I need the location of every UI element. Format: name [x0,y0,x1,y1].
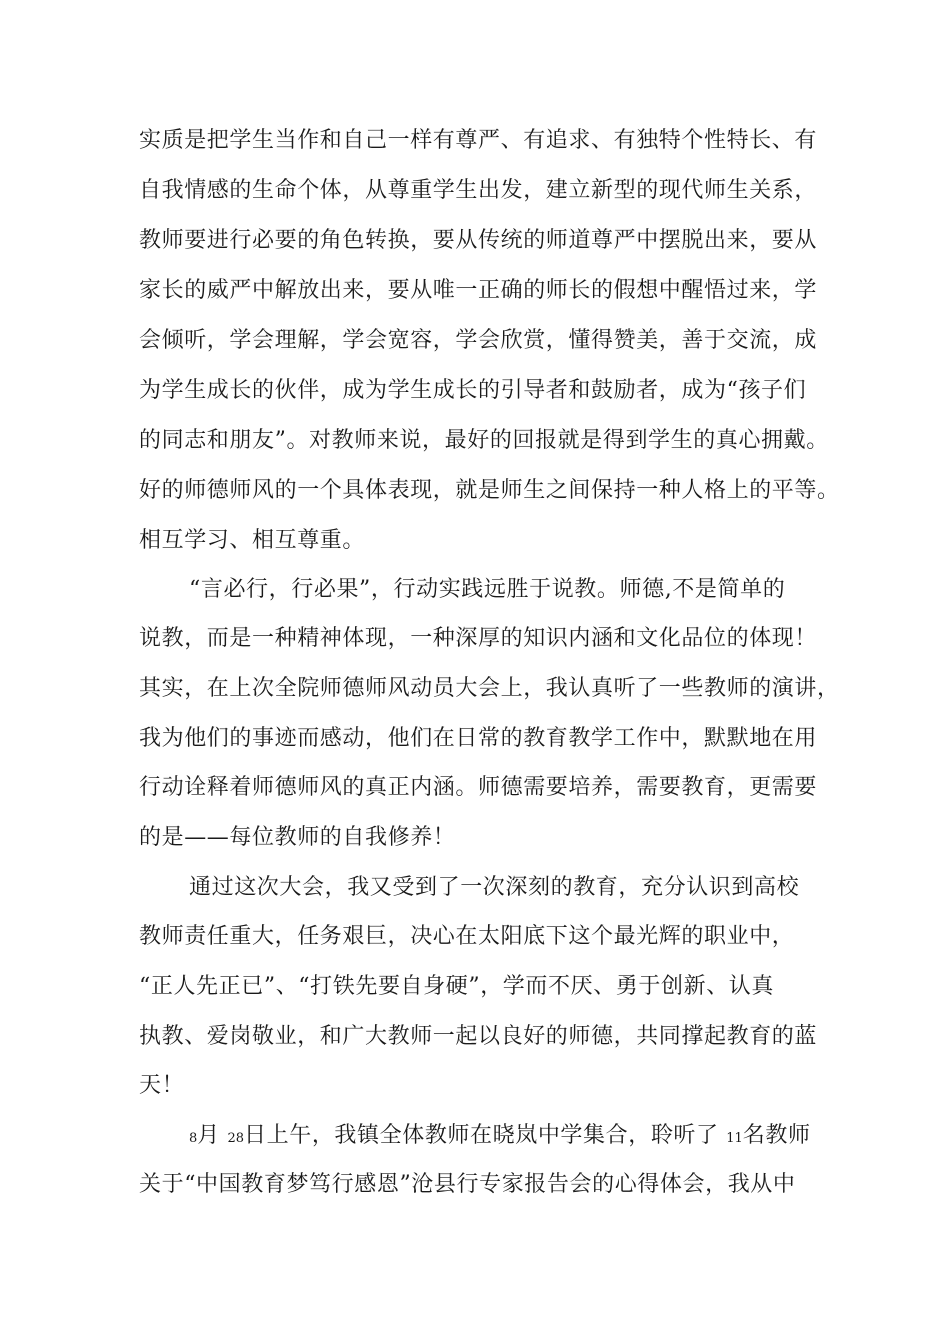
paragraph-line: 教师责任重大，任务艰巨，决心在太阳底下这个最光辉的职业中， [139,924,795,949]
teacher-count: 11 [726,1131,743,1146]
date-line-text: 日上午，我镇全体教师在晓岚中学集合，聆听了 [244,1123,719,1148]
paragraph-line: 其实，在上次全院师德师风动员大会上，我认真听了一些教师的演讲， [139,676,840,701]
paragraph-line: 执教、爱岗敬业，和广大教师一起以良好的师德，共同撑起教育的蓝 [139,1024,818,1049]
paragraph-line: 我为他们的事迹而感动，他们在日常的教育教学工作中，默默地在用 [139,726,818,751]
paragraph-line: 为学生成长的伙伴，成为学生成长的引导者和鼓励者，成为“孩子们 [139,378,807,403]
paragraph-line: 天！ [139,1073,185,1098]
paragraph-line: 的是——每位教师的自我修养！ [139,825,456,850]
date-line-end: 名教师 [742,1123,811,1148]
paragraph-line: 关于“中国教育梦笃行感恩”沧县行专家报告会的心得体会，我从中 [139,1172,796,1197]
paragraph-line: “言必行，行必果”，行动实践远胜于说教。师德,不是简单的 [189,577,786,602]
date-line [189,1121,811,1154]
paragraph-line: 好的师德师风的一个具体表现，就是师生之间保持一种人格上的平等。 [139,478,840,503]
paragraph-line: 教师要进行必要的角色转换，要从传统的师道尊严中摆脱出来，要从 [139,228,818,253]
paragraph-line: 的同志和朋友”。对教师来说，最好的回报就是得到学生的真心拥戴。 [139,428,829,453]
paragraph-line: 行动诠释着师德师风的真正内涵。师德需要培养，需要教育，更需要 [139,775,818,800]
paragraph-line: 实质是把学生当作和自己一样有尊严、有追求、有独特个性特长、有 [139,128,818,153]
paragraph-line: 家长的威严中解放出来，要从唯一正确的师长的假想中醒悟过来，学 [139,278,818,303]
month-char: 月 [197,1123,220,1148]
day-number: 28 [227,1131,245,1146]
paragraph-line: 相互学习、相互尊重。 [139,528,366,553]
paragraph-line: 自我情感的生命个体，从尊重学生出发，建立新型的现代师生关系， [139,178,818,203]
month-number: 8 [189,1131,198,1146]
paragraph-line: 说教，而是一种精神体现，一种深厚的知识内涵和文化品位的体现！ [139,626,818,651]
paragraph-line: “正人先正已”、“打铁先要自身硬”，学而不厌、勇于创新、认真 [139,974,774,999]
paragraph-line: 会倾听，学会理解，学会宽容，学会欣赏，懂得赞美，善于交流，成 [139,328,818,353]
paragraph-line: 通过这次大会，我又受到了一次深刻的教育，充分认识到高校 [189,875,800,900]
